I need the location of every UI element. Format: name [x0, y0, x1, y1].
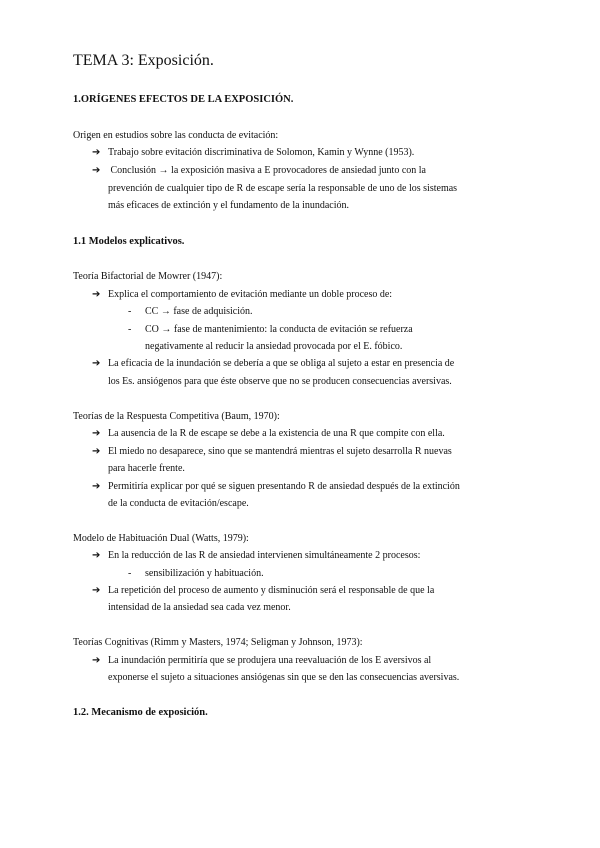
bullet-text: La eficacia de la inundación se debería a que se obliga al sujeto a estar en presencia de [108, 358, 455, 369]
baum-title: Teorías de la Respuesta Competitiva (Baum, 1970): [73, 411, 280, 422]
sub-item-text: CO → fase de mantenimiento: la conducta de evitación se refuerza [145, 324, 413, 335]
arrow-bullet-icon: ➔ [92, 428, 101, 439]
bullet-item [92, 289, 392, 300]
bullet-item [92, 550, 420, 561]
arrow-bullet-icon: ➔ [92, 289, 101, 300]
arrow-bullet-icon: ➔ [92, 585, 101, 596]
sub-item-text: sensibilización y habituación. [145, 568, 264, 579]
bullet-item [92, 481, 460, 492]
arrow-bullet-icon: ➔ [92, 147, 101, 158]
bullet-text: Conclusión → la exposición masiva a E provocadores de ansiedad junto con la [108, 165, 426, 176]
bullet-continuation: prevención de cualquier tipo de R de escape sería la responsable de uno de los sistemas [108, 183, 458, 194]
arrow-bullet-icon: ➔ [92, 165, 101, 176]
dash-marker: - [128, 324, 132, 335]
section-1-2-heading: 1.2. Mecanismo de exposición. [73, 707, 208, 718]
bullet-text: La repetición del proceso de aumento y disminución será el responsable de que la [108, 585, 435, 596]
bullet-continuation: los Es. ansiógenos para que éste observe que no se producen consecuencias aversivas. [108, 376, 452, 387]
bullet-text: Explica el comportamiento de evitación mediante un doble proceso de: [108, 289, 393, 300]
cognitivas-title: Teorías Cognitivas (Rimm y Masters, 1974; Seligman y Johnson, 1973): [73, 637, 363, 648]
watts-title: Modelo de Habituación Dual (Watts, 1979): [73, 533, 249, 544]
bullet-item [92, 585, 434, 596]
bullet-item [92, 165, 426, 176]
mowrer-title: Teoría Bifactorial de Mowrer (1947): [73, 271, 223, 282]
arrow-bullet-icon: ➔ [92, 481, 101, 492]
page-title: TEMA 3: Exposición. [73, 52, 214, 69]
bullet-continuation: intensidad de la ansiedad sea cada vez menor. [108, 602, 291, 613]
arrow-bullet-icon: ➔ [92, 358, 101, 369]
sub-item-text: CC → fase de adquisición. [145, 306, 253, 317]
bullet-item [92, 446, 452, 457]
bullet-continuation: exponerse el sujeto a situaciones ansiógenas sin que se den las consecuencias aversivas. [108, 672, 460, 683]
section-1-1-heading: 1.1 Modelos explicativos. [73, 236, 185, 247]
bullet-text: Permitiría explicar por qué se siguen presentando R de ansiedad después de la extinción [108, 481, 460, 492]
bullet-continuation: de la conducta de evitación/escape. [108, 498, 249, 509]
dash-marker: - [128, 568, 132, 579]
bullet-item [92, 358, 454, 369]
bullet-item [92, 147, 414, 158]
bullet-text: Trabajo sobre evitación discriminativa de Solomon, Kamin y Wynne (1953). [108, 147, 415, 158]
sub-item-continuation: negativamente al reducir la ansiedad provocada por el E. fóbico. [145, 341, 403, 352]
arrow-bullet-icon: ➔ [92, 655, 101, 666]
bullet-text: La ausencia de la R de escape se debe a la existencia de una R que compite con ella. [108, 428, 445, 439]
arrow-bullet-icon: ➔ [92, 550, 101, 561]
bullet-continuation: para hacerle frente. [108, 463, 185, 474]
bullet-text: El miedo no desaparece, sino que se mantendrá mientras el sujeto desarrolla R nuevas [108, 446, 452, 457]
arrow-bullet-icon: ➔ [92, 446, 101, 457]
bullet-text: La inundación permitiría que se produjera una reevaluación de los E aversivos al [108, 655, 432, 666]
bullet-item [92, 428, 445, 439]
bullet-text: En la reducción de las R de ansiedad intervienen simultáneamente 2 procesos: [108, 550, 421, 561]
dash-marker: - [128, 306, 132, 317]
bullet-item [92, 655, 431, 666]
bullet-continuation: más eficaces de extinción y el fundamento de la inundación. [108, 200, 350, 211]
section-1-heading: 1.ORÍGENES EFECTOS DE LA EXPOSICIÓN. [73, 94, 294, 105]
section-1-intro: Origen en estudios sobre las conducta de evitación: [73, 130, 279, 141]
